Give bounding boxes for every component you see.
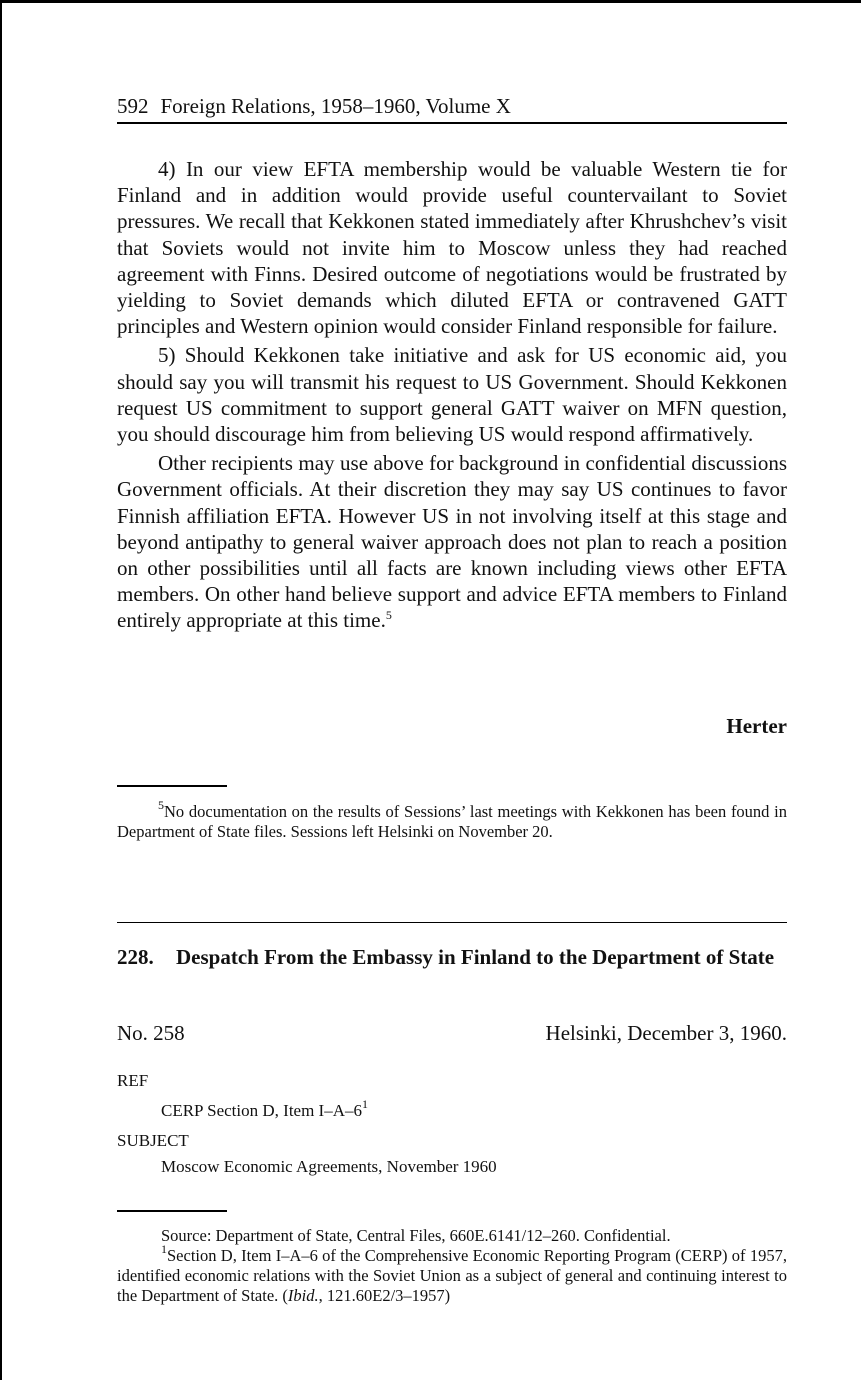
ref-value-text: CERP Section D, Item I–A–6 <box>161 1101 362 1120</box>
footnote-5 <box>117 798 787 842</box>
ref-value <box>161 1097 368 1121</box>
paragraph-other-recipients-text: Other recipients may use above for background in confidential discussions Government officials. At their discretion they may say US continues to favor Finnish affiliation EFTA. However US in not involving itself at this stage and beyond antipathy to general waiver approach does not plan to reach a position on other possibilities until all facts are known including views other EFTA members. On other hand believe support and advice EFTA members to Finland entirely appropriate at this time. <box>117 451 787 633</box>
running-header <box>117 92 787 120</box>
running-title: Foreign Relations, 1958–1960, Volume X <box>160 94 511 118</box>
footnote-1 <box>117 1242 787 1306</box>
signature: Herter <box>726 714 787 738</box>
page-left-border <box>0 0 2 1380</box>
despatch-line <box>117 1021 787 1046</box>
footnote-ref-5: 5 <box>385 608 392 623</box>
despatch-number: No. 258 <box>117 1021 185 1045</box>
header-rule <box>117 122 787 124</box>
paragraph-5: 5) Should Kekkonen take initiative and ask for US economic aid, you should say you will transmit his request to US Government. Should Kekkonen request US commitment to support general GATT waiver on MFN question, you should discourage him from believing US would respond affirmatively. <box>117 343 787 447</box>
source-notes <box>117 1226 787 1306</box>
footnote-5-text: No documentation on the results of Sessions’ last meetings with Kekkonen has been found in Department of State files. Sessions left Helsinki on November 20. <box>117 802 787 841</box>
document-number: 228. <box>117 945 154 969</box>
subject-value: Moscow Economic Agreements, November 1960 <box>161 1157 497 1176</box>
ref-label: REF <box>117 1071 149 1090</box>
source-note: Source: Department of State, Central Files, 660E.6141/12–260. Confidential. <box>161 1226 671 1245</box>
document-title: Despatch From the Embassy in Finland to the Department of State <box>176 945 775 969</box>
footnote-ref-1: 1 <box>362 1097 368 1111</box>
telegram-body <box>117 156 787 637</box>
source-rule <box>117 1210 227 1212</box>
page-number: 592 <box>117 94 149 118</box>
footnote-5-mark: 5 <box>158 798 164 812</box>
section-divider <box>117 922 787 923</box>
footnote-1-ibid: Ibid. <box>287 1286 319 1305</box>
page-top-border <box>0 0 861 3</box>
footnote-1-text: Section D, Item I–A–6 of the Comprehensive Economic Reporting Program (CERP) of 1957, identified economic relations with the Soviet Union as a subject of general and continuing interest to the Department of State. ( <box>117 1246 787 1305</box>
document-heading <box>117 944 787 971</box>
paragraph-other-recipients <box>117 450 787 633</box>
footnote-rule <box>117 785 227 787</box>
subject-label: SUBJECT <box>117 1131 189 1150</box>
footnote-1-mark: 1 <box>161 1242 167 1256</box>
place-date: Helsinki, December 3, 1960. <box>545 1021 787 1045</box>
footnote-1-citation: , 121.60E2/3–1957) <box>318 1286 451 1305</box>
paragraph-4: 4) In our view EFTA membership would be valuable Western tie for Finland and in addition would provide useful countervailant to Soviet pressures. We recall that Kekkonen stated immediately after Khrushchev’s visit that Soviets would not invite him to Moscow unless they had reached agreement with Finns. Desired outcome of negotiations would be frustrated by yielding to Soviet demands which diluted EFTA or contravened GATT principles and Western opinion would consider Finland responsible for failure. <box>117 157 787 339</box>
